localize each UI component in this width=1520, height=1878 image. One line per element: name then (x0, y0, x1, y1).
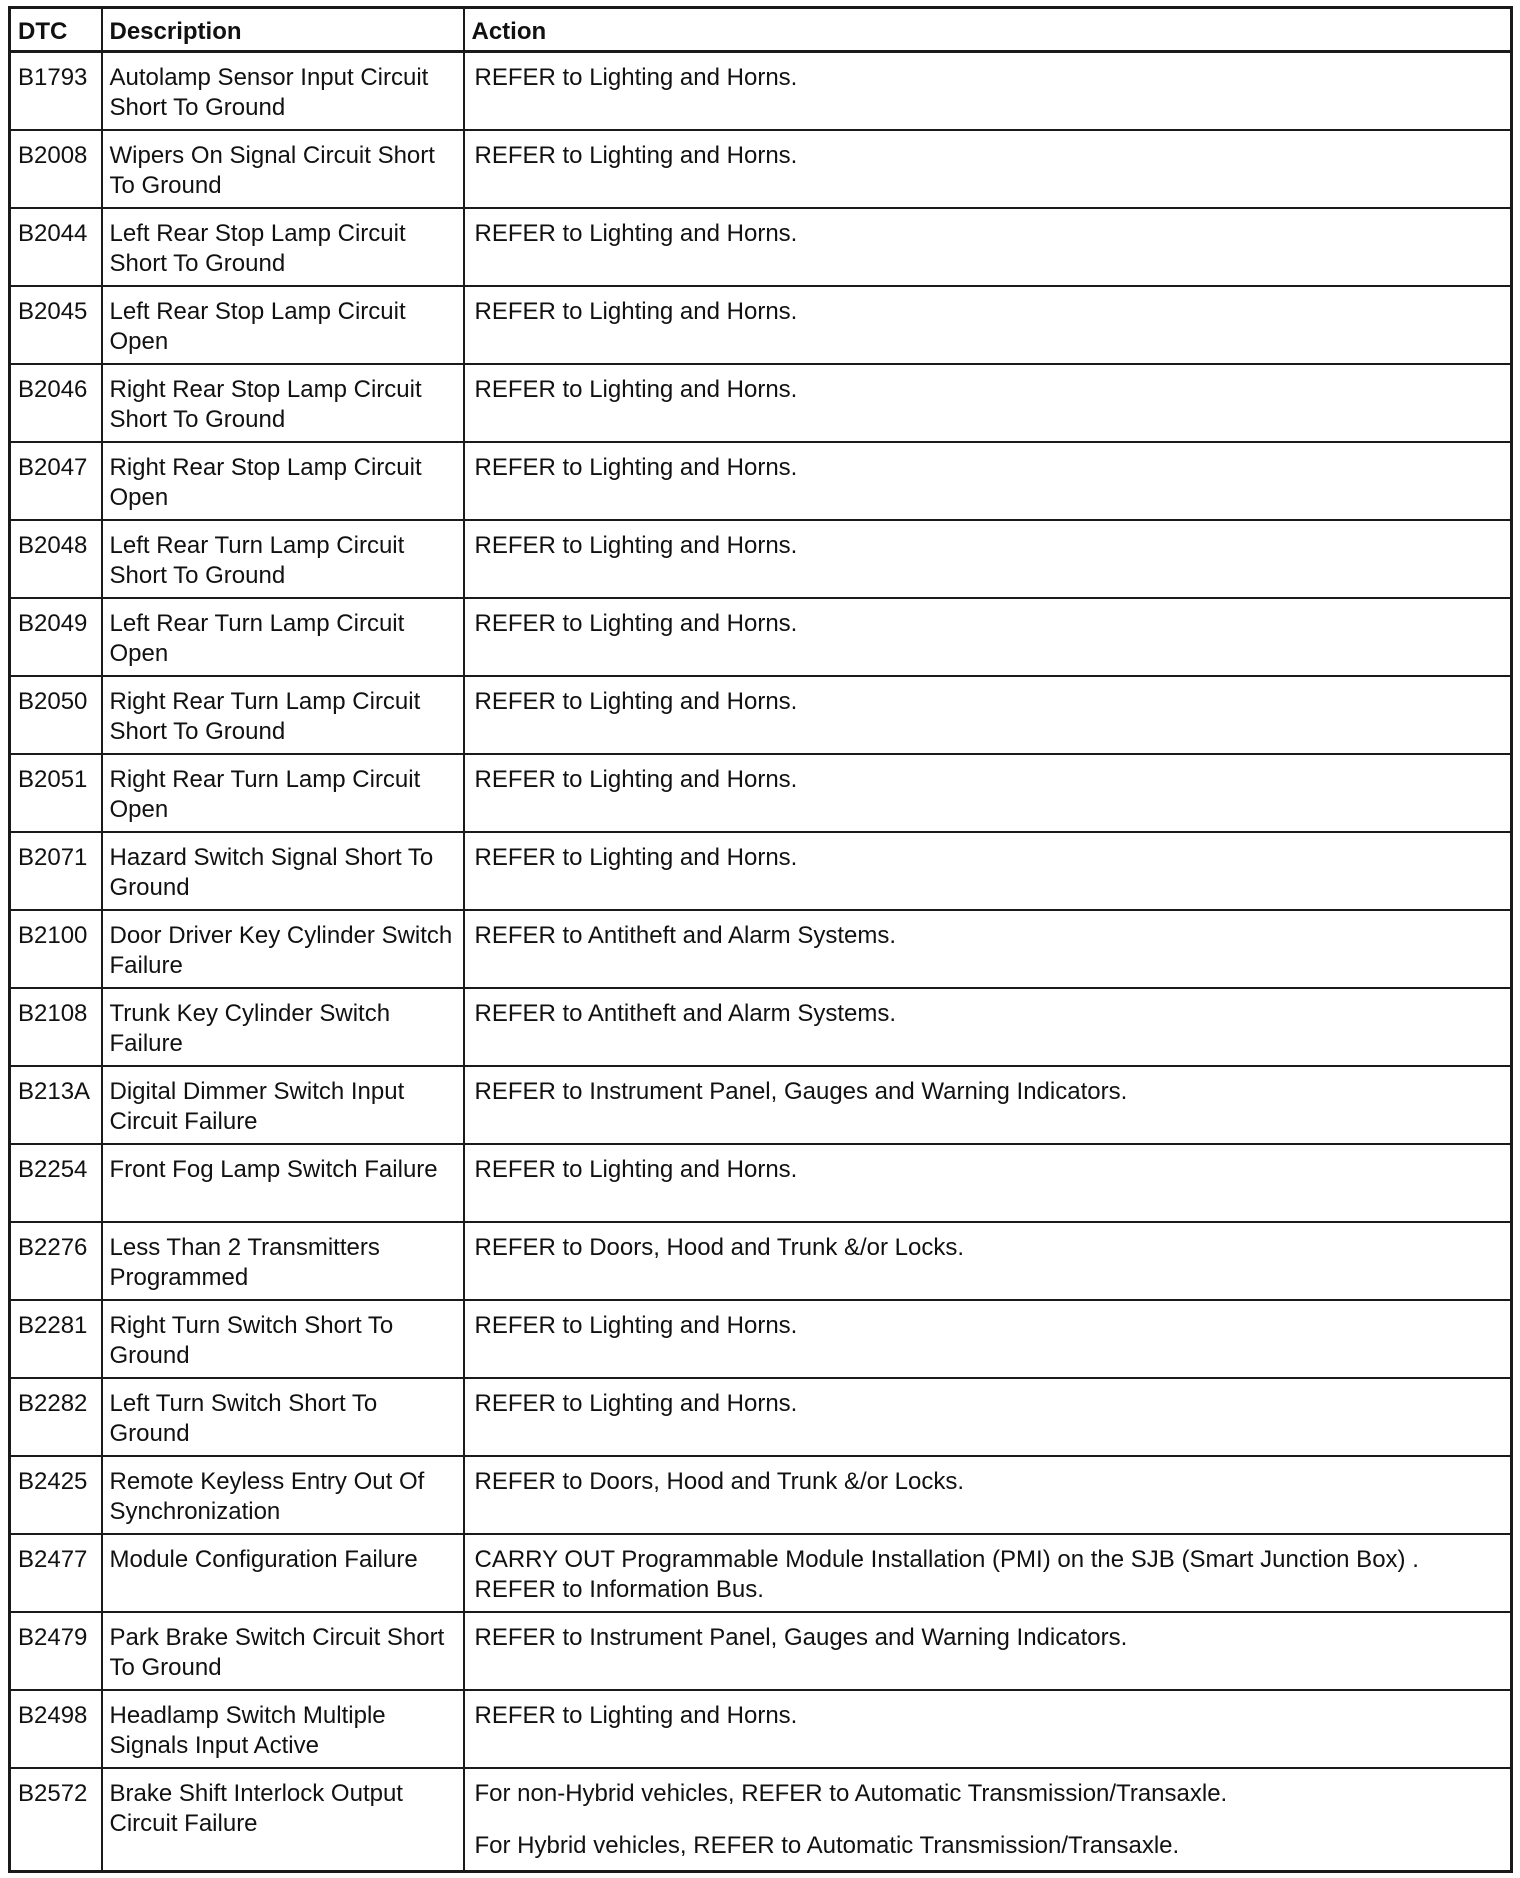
dtc-description: Module Configuration Failure (102, 1534, 464, 1612)
dtc-code: B213A (10, 1066, 102, 1144)
dtc-description: Autolamp Sensor Input Circuit Short To Ground (102, 52, 464, 130)
dtc-description: Door Driver Key Cylinder Switch Failure (102, 910, 464, 988)
table-row (10, 208, 1512, 286)
dtc-code: B2050 (10, 676, 102, 754)
header-action: Action (464, 8, 1512, 52)
dtc-action (464, 1300, 1512, 1378)
dtc-action (464, 1222, 1512, 1300)
table-row (10, 988, 1512, 1066)
dtc-description: Right Rear Stop Lamp Circuit Short To Ground (102, 364, 464, 442)
dtc-description: Park Brake Switch Circuit Short To Ground (102, 1612, 464, 1690)
action-text: REFER to Lighting and Horns. (474, 219, 798, 247)
table-row (10, 1456, 1512, 1534)
table-row (10, 1144, 1512, 1222)
dtc-action (464, 364, 1512, 442)
dtc-action (464, 286, 1512, 364)
table-row (10, 754, 1512, 832)
dtc-description: Right Rear Turn Lamp Circuit Open (102, 754, 464, 832)
table-row (10, 52, 1512, 130)
dtc-description: Left Rear Turn Lamp Circuit Short To Ground (102, 520, 464, 598)
dtc-action (464, 598, 1512, 676)
dtc-description: Left Turn Switch Short To Ground (102, 1378, 464, 1456)
table-row (10, 520, 1512, 598)
dtc-code: B2044 (10, 208, 102, 286)
table-row (10, 676, 1512, 754)
dtc-action (464, 754, 1512, 832)
action-text: CARRY OUT Programmable Module Installation (PMI) on the SJB (Smart Junction Box) . (474, 1545, 1419, 1573)
action-text: REFER to Doors, Hood and Trunk &/or Locks. (474, 1233, 965, 1261)
action-text: REFER to Lighting and Horns. (474, 531, 798, 559)
dtc-action (464, 1768, 1512, 1872)
dtc-code: B2108 (10, 988, 102, 1066)
dtc-description: Left Rear Stop Lamp Circuit Short To Ground (102, 208, 464, 286)
action-text: REFER to Doors, Hood and Trunk &/or Locks. (474, 1467, 965, 1495)
action-text: REFER to Lighting and Horns. (474, 1155, 798, 1183)
dtc-action (464, 832, 1512, 910)
table-row (10, 832, 1512, 910)
dtc-code: B2008 (10, 130, 102, 208)
dtc-action (464, 130, 1512, 208)
action-text: REFER to Lighting and Horns. (474, 687, 798, 715)
dtc-description: Left Rear Turn Lamp Circuit Open (102, 598, 464, 676)
dtc-description: Right Rear Turn Lamp Circuit Short To Ground (102, 676, 464, 754)
dtc-action (464, 1144, 1512, 1222)
dtc-code: B2045 (10, 286, 102, 364)
dtc-description: Headlamp Switch Multiple Signals Input Active (102, 1690, 464, 1768)
table-row (10, 130, 1512, 208)
dtc-description: Front Fog Lamp Switch Failure (102, 1144, 464, 1222)
action-text-secondary: For Hybrid vehicles, REFER to Automatic Transmission/Transaxle. (474, 1831, 1180, 1859)
dtc-action (464, 1378, 1512, 1456)
dtc-code: B2048 (10, 520, 102, 598)
dtc-code: B2425 (10, 1456, 102, 1534)
dtc-action (464, 1456, 1512, 1534)
dtc-description: Right Rear Stop Lamp Circuit Open (102, 442, 464, 520)
dtc-description: Hazard Switch Signal Short To Ground (102, 832, 464, 910)
dtc-description: Remote Keyless Entry Out Of Synchronization (102, 1456, 464, 1534)
dtc-code: B2049 (10, 598, 102, 676)
table-row (10, 1612, 1512, 1690)
action-text: REFER to Lighting and Horns. (474, 609, 798, 637)
dtc-code: B2498 (10, 1690, 102, 1768)
dtc-description: Less Than 2 Transmitters Programmed (102, 1222, 464, 1300)
header-dtc: DTC (10, 8, 102, 52)
action-text: REFER to Lighting and Horns. (474, 1311, 798, 1339)
dtc-description: Right Turn Switch Short To Ground (102, 1300, 464, 1378)
dtc-description: Trunk Key Cylinder Switch Failure (102, 988, 464, 1066)
dtc-code: B2281 (10, 1300, 102, 1378)
action-text: REFER to Lighting and Horns. (474, 375, 798, 403)
paragraph-gap (475, 1809, 1503, 1831)
action-text: REFER to Instrument Panel, Gauges and Warning Indicators. (474, 1077, 1128, 1105)
action-text: REFER to Lighting and Horns. (474, 765, 798, 793)
dtc-code: B2046 (10, 364, 102, 442)
table-row (10, 1378, 1512, 1456)
table-row (10, 1768, 1512, 1872)
dtc-description: Brake Shift Interlock Output Circuit Failure (102, 1768, 464, 1872)
dtc-action (464, 1066, 1512, 1144)
table-row (10, 286, 1512, 364)
dtc-code: B2051 (10, 754, 102, 832)
dtc-action (464, 988, 1512, 1066)
dtc-description: Left Rear Stop Lamp Circuit Open (102, 286, 464, 364)
action-text: REFER to Antitheft and Alarm Systems. (474, 999, 896, 1027)
action-text: REFER to Lighting and Horns. (474, 1389, 798, 1417)
dtc-code: B2282 (10, 1378, 102, 1456)
action-text: REFER to Instrument Panel, Gauges and Warning Indicators. (474, 1623, 1128, 1651)
table-row (10, 364, 1512, 442)
dtc-code: B2479 (10, 1612, 102, 1690)
dtc-table (8, 6, 1513, 1873)
dtc-code: B2572 (10, 1768, 102, 1872)
table-row (10, 910, 1512, 988)
dtc-code: B1793 (10, 52, 102, 130)
action-text: REFER to Lighting and Horns. (474, 453, 798, 481)
action-text: REFER to Lighting and Horns. (474, 64, 798, 91)
header-row (10, 8, 1512, 52)
dtc-code: B2071 (10, 832, 102, 910)
action-text: REFER to Lighting and Horns. (474, 141, 798, 169)
header-description: Description (102, 8, 464, 52)
dtc-description: Wipers On Signal Circuit Short To Ground (102, 130, 464, 208)
dtc-action (464, 520, 1512, 598)
dtc-action (464, 1534, 1512, 1612)
table-row (10, 1222, 1512, 1300)
action-text-secondary: REFER to Information Bus. (474, 1575, 764, 1603)
dtc-action (464, 52, 1512, 130)
dtc-action (464, 1612, 1512, 1690)
dtc-action (464, 676, 1512, 754)
table-row (10, 598, 1512, 676)
dtc-action (464, 910, 1512, 988)
action-text: REFER to Lighting and Horns. (474, 843, 798, 871)
table-row (10, 1300, 1512, 1378)
dtc-code: B2477 (10, 1534, 102, 1612)
table-row (10, 442, 1512, 520)
dtc-code: B2100 (10, 910, 102, 988)
dtc-code: B2047 (10, 442, 102, 520)
action-text: For non-Hybrid vehicles, REFER to Automatic Transmission/Transaxle. (474, 1779, 1228, 1807)
action-text: REFER to Lighting and Horns. (474, 297, 798, 325)
table-row (10, 1066, 1512, 1144)
dtc-action (464, 208, 1512, 286)
dtc-code: B2254 (10, 1144, 102, 1222)
dtc-action (464, 442, 1512, 520)
action-text: REFER to Antitheft and Alarm Systems. (474, 921, 896, 949)
table-row (10, 1534, 1512, 1612)
dtc-code: B2276 (10, 1222, 102, 1300)
action-text: REFER to Lighting and Horns. (474, 1701, 798, 1729)
table-row (10, 1690, 1512, 1768)
dtc-action (464, 1690, 1512, 1768)
dtc-description: Digital Dimmer Switch Input Circuit Failure (102, 1066, 464, 1144)
